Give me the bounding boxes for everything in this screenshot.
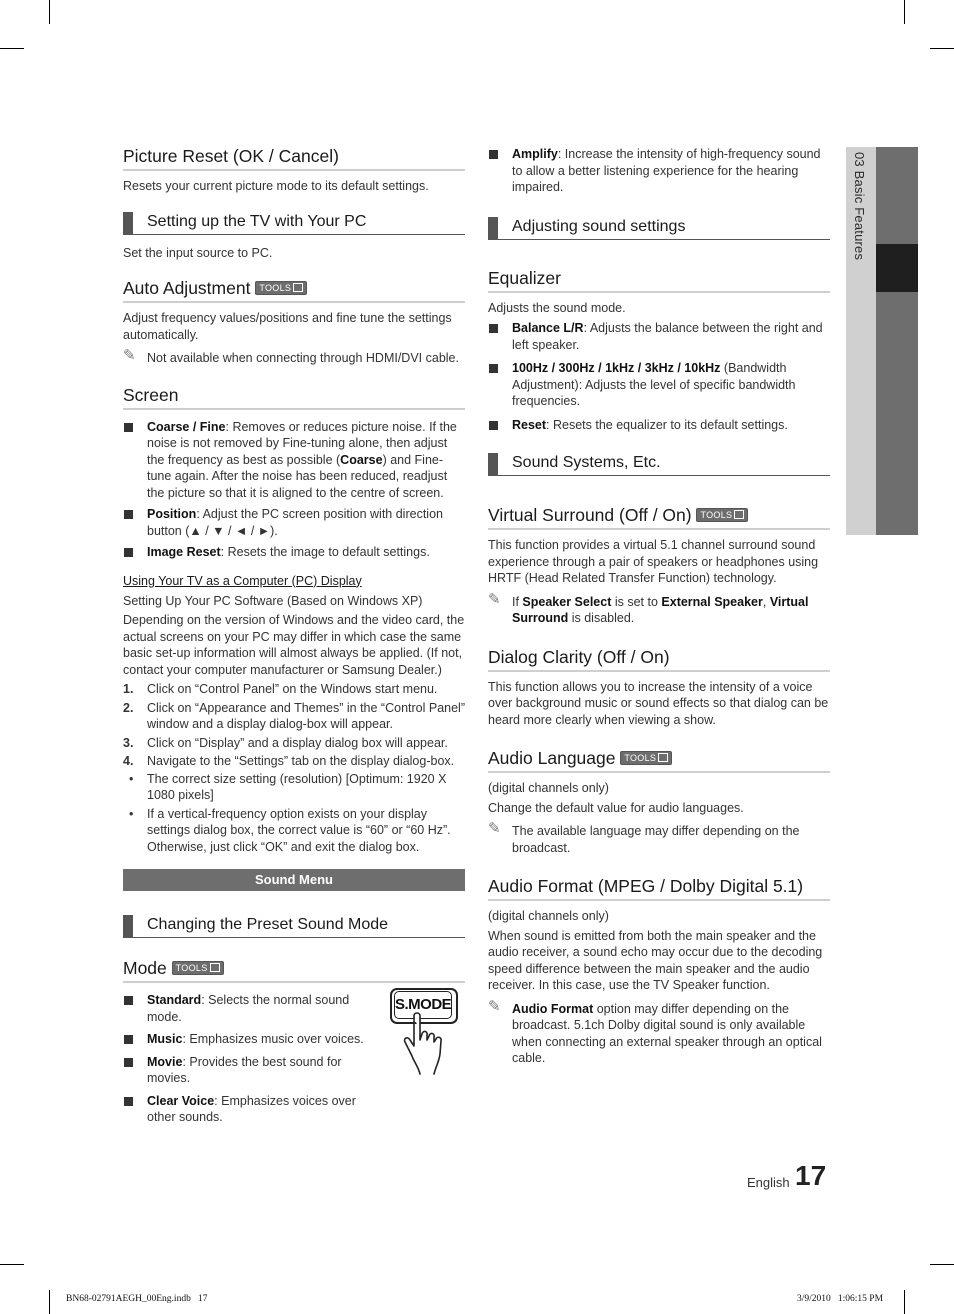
bullet-square-icon	[124, 996, 133, 1005]
chapter-tab-active-marker	[876, 244, 918, 292]
tools-icon	[734, 510, 744, 519]
setup-pc-desc: Set the input source to PC.	[123, 245, 273, 260]
auto-adjust-heading	[123, 278, 465, 303]
pencil-note-icon: ✎	[488, 590, 501, 608]
pc-step-1: 1. Click on “Control Panel” on the Windows start menu.	[123, 682, 438, 696]
pc-step-bullet-frequency: • If a vertical-frequency option exists on your display settings dialog box, the correct value is “60” or “60 Hz”. Otherwise, just click “OK” and exit the dialog box.	[129, 806, 451, 854]
audio-format-note: ✎ Audio Format option may differ depending on the broadcast. 5.1ch Dolby digital sound is only available when connecting an external speaker through an optical cable.	[488, 997, 822, 1065]
tools-icon	[210, 963, 220, 972]
bullet-square-icon	[489, 364, 498, 373]
chapter-tab-label: 03 Basic Features	[852, 152, 867, 261]
bullet-square-icon	[489, 324, 498, 333]
mode-heading	[123, 958, 465, 983]
auto-adjust-note: ✎ Not available when connecting through HDMI/DVI cable.	[123, 347, 459, 365]
bullet-square-icon	[124, 1097, 133, 1106]
print-file-info: BN68-02791AEGH_00Eng.indb 17	[66, 1294, 208, 1304]
pc-step-4: 4. Navigate to the “Settings” tab on the display dialog-box.	[123, 754, 455, 768]
pointing-hand-icon	[398, 1010, 454, 1076]
audio-language-scope: (digital channels only)	[488, 781, 609, 795]
right-column	[488, 140, 830, 1067]
pc-display-intro: Depending on the version of Windows and the video card, the actual screens on your PC may differ in which case the same basic set-up information will almost always be applied. (If not, contact your computer manufacturer or Samsung Dealer.)	[123, 613, 465, 677]
adjusting-sound-heading: Adjusting sound settings	[488, 217, 830, 240]
virtual-surround-note: ✎ If Speaker Select is set to External Speaker, Virtual Surround is disabled.	[488, 590, 809, 625]
pc-step-3: 3. Click on “Display” and a display dialog box will appear.	[123, 735, 448, 750]
amplify-item: Amplify: Increase the intensity of high-frequency sound to allow a better listening experience for the hearing impaired.	[488, 146, 830, 196]
pc-display-heading: Using Your TV as a Computer (PC) Display	[123, 573, 362, 588]
crop-mark	[904, 1290, 905, 1314]
pc-step-bullet-resolution: • The correct size setting (resolution) [Optimum: 1920 X 1080 pixels]	[129, 771, 447, 802]
equalizer-item-balance: Balance L/R: Adjusts the balance between the right and left speaker.	[488, 320, 830, 353]
mode-list	[123, 992, 465, 1126]
bullet-square-icon	[124, 510, 133, 519]
crop-mark	[49, 1290, 50, 1314]
dialog-clarity-heading: Dialog Clarity (Off / On)	[488, 647, 830, 672]
screen-item-position: Position: Adjust the PC screen position with direction button (▲ / ▼ / ◄ / ►).	[123, 506, 465, 539]
dialog-clarity-desc: This function allows you to increase the intensity of a voice over background music or sound effects so that dialog can be heard more clearly when viewing a show.	[488, 679, 829, 727]
pencil-note-icon: ✎	[488, 820, 501, 837]
sound-menu-banner: Sound Menu	[123, 869, 465, 891]
tools-icon	[293, 283, 303, 292]
screen-item-image-reset: Image Reset: Resets the image to default settings.	[123, 544, 465, 561]
virtual-surround-heading	[488, 505, 830, 530]
mode-item-movie: Movie: Provides the best sound for movies.	[123, 1054, 367, 1087]
audio-language-heading	[488, 748, 830, 773]
bullet-square-icon	[489, 150, 498, 159]
picture-reset-desc: Resets your current picture mode to its default settings.	[123, 179, 429, 193]
smode-button-label: S.MODE	[394, 991, 452, 1019]
crop-mark	[930, 48, 954, 49]
tools-badge: TOOLS	[620, 751, 672, 765]
pencil-note-icon: ✎	[123, 347, 136, 364]
bullet-square-icon	[124, 1058, 133, 1067]
crop-mark	[930, 1264, 954, 1265]
equalizer-heading: Equalizer	[488, 268, 830, 293]
left-column	[123, 140, 465, 1126]
preset-sound-heading: Changing the Preset Sound Mode	[123, 915, 465, 938]
tools-icon	[658, 753, 668, 762]
print-datetime: 3/9/2010 1:06:15 PM	[797, 1294, 884, 1304]
auto-adjust-title: Auto Adjustment	[123, 278, 251, 298]
chapter-tab-strip	[876, 147, 918, 535]
tools-badge: TOOLS	[172, 961, 224, 975]
audio-format-desc: When sound is emitted from both the main speaker and the audio receiver, a sound echo may occur due to the decoding speed difference between the main speaker and the audio receiver. In this case, use the TV Speaker function.	[488, 928, 823, 992]
footer-language: English	[747, 1175, 790, 1190]
equalizer-item-bandwidth: 100Hz / 300Hz / 1kHz / 3kHz / 10kHz (Bandwidth Adjustment): Adjusts the level of specific bandwidth frequencies.	[488, 360, 830, 410]
virtual-surround-desc: This function provides a virtual 5.1 channel surround sound experience through a pair of speakers or headphones using HRTF (Head Related Transfer Function) technology.	[488, 538, 819, 585]
pencil-note-icon: ✎	[488, 997, 501, 1015]
audio-language-title: Audio Language	[488, 748, 616, 768]
pc-display-subtitle: Setting Up Your PC Software (Based on Windows XP)	[123, 593, 423, 608]
tools-badge: TOOLS	[696, 508, 748, 522]
equalizer-desc: Adjusts the sound mode.	[488, 300, 626, 315]
crop-mark	[904, 0, 905, 24]
equalizer-item-reset: Reset: Resets the equalizer to its default settings.	[488, 417, 830, 434]
screen-heading: Screen	[123, 385, 465, 410]
smode-button-illustration	[390, 988, 460, 1078]
mode-item-clear-voice: Clear Voice: Emphasizes voices over other sounds.	[123, 1093, 367, 1126]
screen-item-coarse-fine: Coarse / Fine: Removes or reduces picture noise. If the noise is not removed by Fine-tuning alone, then adjust the frequency as best as possible (Coarse) and Fine-tune again. After the noise has been reduced, readjust the picture so that it is aligned to the centre of screen.	[123, 419, 465, 502]
picture-reset-heading: Picture Reset (OK / Cancel)	[123, 146, 465, 171]
crop-mark	[0, 48, 24, 49]
bullet-square-icon	[124, 1035, 133, 1044]
setup-pc-heading: Setting up the TV with Your PC	[123, 212, 465, 235]
mode-title: Mode	[123, 958, 167, 978]
crop-mark	[49, 0, 50, 24]
audio-language-desc: Change the default value for audio languages.	[488, 800, 744, 815]
sound-systems-heading: Sound Systems, Etc.	[488, 453, 830, 476]
mode-item-music: Music: Emphasizes music over voices.	[123, 1031, 377, 1048]
page-number: 17	[795, 1160, 827, 1191]
audio-language-note: ✎ The available language may differ depending on the broadcast.	[488, 820, 800, 855]
bullet-square-icon	[124, 423, 133, 432]
audio-format-scope: (digital channels only)	[488, 909, 609, 923]
tools-badge: TOOLS	[255, 281, 307, 295]
audio-format-heading: Audio Format (MPEG / Dolby Digital 5.1)	[488, 876, 830, 901]
pc-step-2: 2. Click on “Appearance and Themes” in the “Control Panel” window and a display dialog-box will appear.	[123, 700, 465, 731]
bullet-square-icon	[124, 548, 133, 557]
mode-item-standard: Standard: Selects the normal sound mode.	[123, 992, 367, 1025]
auto-adjust-desc: Adjust frequency values/positions and fine tune the settings automatically.	[123, 311, 452, 342]
virtual-surround-title: Virtual Surround (Off / On)	[488, 505, 692, 525]
bullet-square-icon	[489, 421, 498, 430]
crop-mark	[0, 1264, 24, 1265]
